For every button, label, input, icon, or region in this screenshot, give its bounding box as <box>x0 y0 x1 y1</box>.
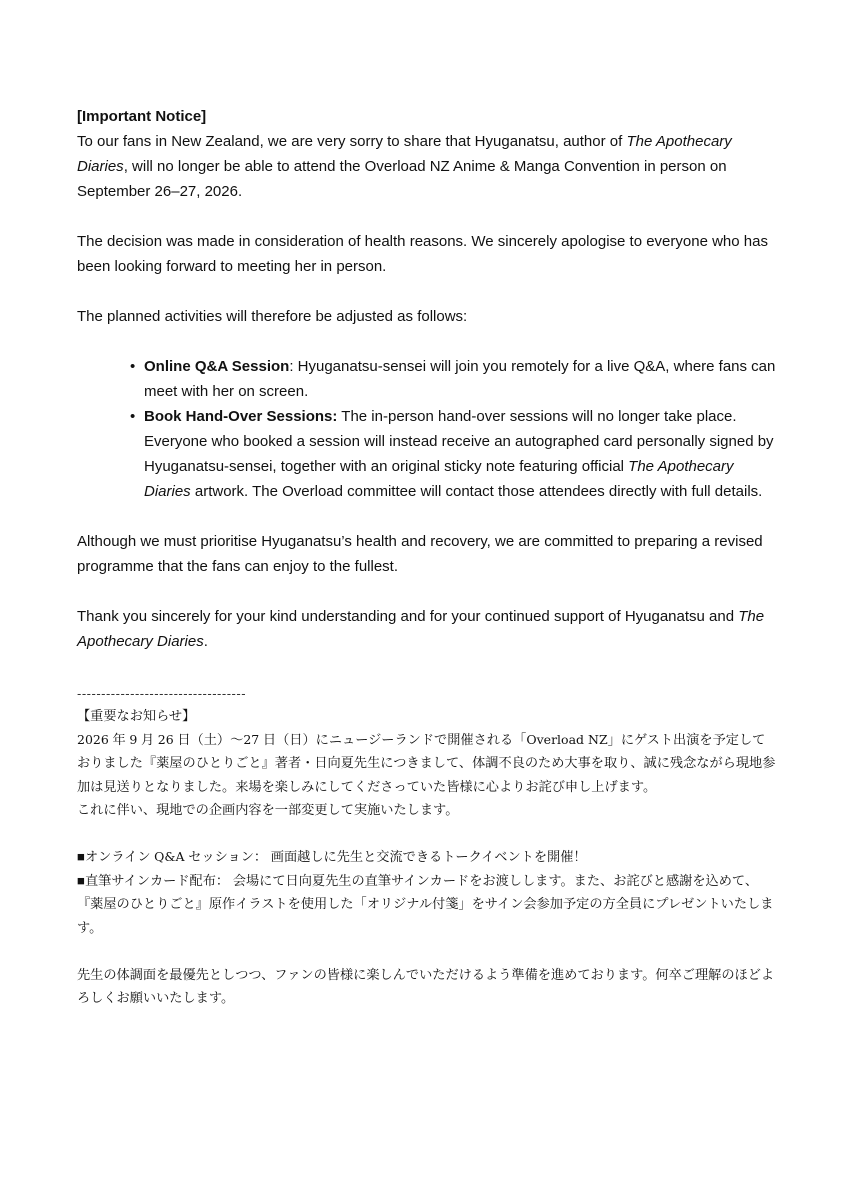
japanese-paragraph-3: 先生の体調面を最優先としつつ、ファンの皆様に楽しんでいただけるよう準備を進めております。何卒ご理解のほどよろしくお願いいたします。 <box>77 966 775 1005</box>
text-span: Thank you sincerely for your kind understanding and for your continued support of Hyuganatsu and <box>77 608 739 625</box>
japanese-heading: 【重要なお知らせ】 <box>77 708 196 723</box>
notice-content <box>77 104 777 1010</box>
english-paragraph-2: The decision was made in consideration of health reasons. We sincerely apologise to everyone who has been looking forward to meeting her in person. <box>77 233 768 275</box>
date-number: 2026 <box>77 731 109 747</box>
book-title: The Apothecary Diaries <box>77 133 732 175</box>
english-paragraph-5 <box>77 604 777 654</box>
text-span: , will no longer be able to attend the Overload NZ Anime & Manga Convention in person on September 26–27, 2026. <box>77 158 727 200</box>
bullet-text: artwork. The Overload committee will contact those attendees directly with full details. <box>190 483 763 500</box>
text-span: セッション： 画面越しに先生と交流できるトークイベントを開催！ <box>184 849 587 864</box>
text-span: 日（日）にニュージーランドで開催される「 <box>259 731 527 747</box>
japanese-paragraph-2: これに伴い、現地での企画内容を一部変更して実施いたします。 <box>77 802 459 817</box>
english-notice <box>77 104 777 654</box>
date-number: 26 <box>157 731 174 747</box>
bullet-icon: • <box>130 408 136 425</box>
bullet-icon: • <box>130 358 136 375</box>
bullet-label: Online Q&A Session <box>144 358 290 375</box>
book-title: The Apothecary Diaries <box>144 458 734 500</box>
qa-label: Q&A <box>154 849 185 864</box>
event-name: Overload NZ <box>526 731 608 747</box>
english-paragraph-3: The planned activities will therefore be adjusted as follows: <box>77 308 468 325</box>
text-span: . <box>203 633 208 650</box>
bullet-text: : Hyuganatsu-sensei will join you remotely for a live Q&A, where fans can meet with her on screen. <box>144 358 776 400</box>
english-paragraph-1 <box>77 129 777 204</box>
japanese-bullet-1 <box>77 845 777 869</box>
book-title: The Apothecary Diaries <box>77 608 765 650</box>
japanese-paragraph-1 <box>77 728 777 799</box>
section-divider: ----------------------------------- <box>77 686 247 701</box>
text-span: ■オンライン <box>77 849 155 864</box>
bullet-label: Book Hand-Over Sessions: <box>144 408 338 425</box>
date-number: 27 <box>243 731 260 747</box>
english-paragraph-4: Although we must prioritise Hyuganatsu’s health and recovery, we are committed to preparing a revised programme that the fans can enjoy to the fullest. <box>77 533 763 575</box>
bullet-text: The in-person hand-over sessions will no longer take place. Everyone who booked a session will instead receive an autographed card personally signed by Hyuganatsu-sensei, together with an original sticky note featuring official <box>144 408 774 475</box>
list-item <box>128 404 777 504</box>
text-span: To our fans in New Zealand, we are very sorry to share that Hyuganatsu, author of <box>77 133 627 150</box>
text-span: 年 <box>108 731 130 747</box>
date-number: 9 <box>129 731 138 747</box>
english-heading: [Important Notice] <box>77 108 207 125</box>
japanese-bullet-2: ■直筆サインカード配布： 会場にて日向夏先生の直筆サインカードをお渡しします。また、お詫びと感謝を込めて、『薬屋のひとりごと』原作イラストを使用した「オリジナル付箋」をサイン会参加予定の方全員にプレゼントいたします。 <box>77 872 774 935</box>
activity-list <box>77 354 777 504</box>
text-span: 月 <box>137 731 158 747</box>
text-span: 日（土）～ <box>173 731 244 747</box>
text-span: 」にゲスト出演を予定しておりました『薬屋のひとりごと』著者・日向夏先生につきまして、体調不良のため大事を取り、誠に残念ながら現地参加は見送りとなりました。来場を楽しみにしてくださっていた皆様に心よりお詫び申し上げます。 <box>77 731 776 794</box>
japanese-notice <box>77 704 777 1010</box>
list-item <box>128 354 777 404</box>
